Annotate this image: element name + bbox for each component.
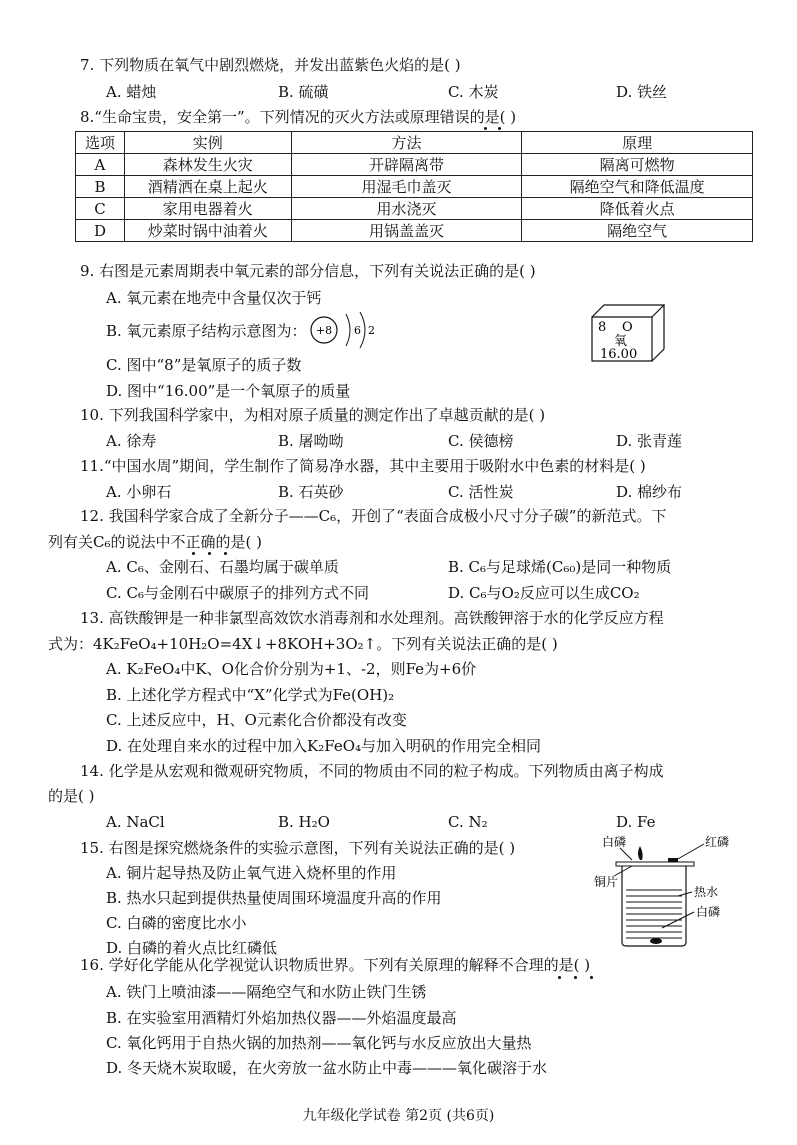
q11-option-a: A. 小卵石 <box>106 483 172 501</box>
emphasis-dot <box>192 552 195 555</box>
q13-option-d: D. 在处理自来水的过程中加入K₂FeO₄与加入明矾的作用完全相同 <box>106 737 542 755</box>
element-name: 氧 <box>614 334 628 349</box>
electron-shell-1 <box>346 314 350 346</box>
q16-stem: 16. 学好化学能从化学视觉认识物质世界。下列有关原理的解释不合理的是( ) <box>80 956 591 974</box>
q10-option-b: B. 屠呦呦 <box>278 432 344 450</box>
table-cell: 用湿毛巾盖灭 <box>291 176 522 198</box>
emphasis-dot <box>498 127 501 130</box>
q9-option-a: A. 氧元素在地壳中含量仅次于钙 <box>106 289 322 307</box>
table-header: 原理 <box>522 132 753 154</box>
q10-option-d: D. 张青莲 <box>616 432 683 450</box>
q8-table <box>75 131 753 242</box>
atomic-mass: 16.00 <box>600 347 638 362</box>
q12-option-b: B. C₆与足球烯(C₆₀)是同一种物质 <box>448 558 672 576</box>
q11-option-c: C. 活性炭 <box>448 483 514 501</box>
table-cell: D <box>76 220 125 242</box>
q11-stem: 11.“中国水周”期间，学生制作了简易净水器，其中主要用于吸附水中色素的材料是( ) <box>80 457 646 475</box>
shell-2-electrons: 2 <box>368 324 375 337</box>
q10-option-a: A. 徐寿 <box>106 432 157 450</box>
table-cell: 降低着火点 <box>522 198 753 220</box>
table-cell: C <box>76 198 125 220</box>
red-phosphorus-label: 红磷 <box>705 835 730 849</box>
q14-stem-line2: 的是( ) <box>48 787 95 805</box>
q13-stem-line2: 式为：4K₂FeO₄+10H₂O=4X↓+8KOH+3O₂↑。下列有关说法正确的是( ) <box>48 635 558 653</box>
table-cell: 用锅盖盖灭 <box>291 220 522 242</box>
white-phosphorus-water-label: 白磷 <box>696 905 721 919</box>
emphasis-dot <box>224 552 227 555</box>
table-cell: 开辟隔离带 <box>291 154 522 176</box>
pointer-line <box>676 844 704 860</box>
table-cell: 酒精洒在桌上起火 <box>124 176 291 198</box>
q15-option-b: B. 热水只起到提供热量使周围环境温度升高的作用 <box>106 889 442 907</box>
table-cell: 家用电器着火 <box>124 198 291 220</box>
pointer-line <box>614 866 632 876</box>
element-symbol: O <box>622 320 633 335</box>
q11-option-d: D. 棉纱布 <box>616 483 683 501</box>
q7-stem: 7. 下列物质在氧气中剧烈燃烧，并发出蓝紫色火焰的是( ) <box>80 56 461 74</box>
q12-stem-line2: 列有关C₆的说法中不正确的是( ) <box>48 533 262 551</box>
beaker <box>622 866 686 946</box>
q14-option-b: B. H₂O <box>278 813 330 831</box>
combustion-experiment-diagram <box>580 830 760 950</box>
q9-option-d: D. 图中“16.00”是一个氧原子的质量 <box>106 382 351 400</box>
q14-option-a: A. NaCl <box>106 813 165 831</box>
q9-option-b: B. 氧元素原子结构示意图为： <box>106 322 307 340</box>
table-row <box>76 198 753 220</box>
q9-stem: 9. 右图是元素周期表中氧元素的部分信息，下列有关说法正确的是( ) <box>80 262 536 280</box>
atomic-number: 8 <box>598 320 607 335</box>
q11-option-b: B. 石英砂 <box>278 483 344 501</box>
table-row <box>76 176 753 198</box>
periodic-table-cell <box>590 303 670 363</box>
emphasis-dot <box>558 976 561 979</box>
q12-option-c: C. C₆与金刚石中碳原子的排列方式不同 <box>106 584 369 602</box>
white-phosphorus-underwater <box>650 938 662 944</box>
hot-water-fill <box>626 890 682 938</box>
table-cell: B <box>76 176 125 198</box>
table-header: 实例 <box>124 132 291 154</box>
table-cell: 用水浇灭 <box>291 198 522 220</box>
q15-option-a: A. 铜片起导热及防止氧气进入烧杯里的作用 <box>106 864 397 882</box>
q15-option-c: C. 白磷的密度比水小 <box>106 914 247 932</box>
q10-stem: 10. 下列我国科学家中，为相对原子质量的测定作出了卓越贡献的是( ) <box>80 406 546 424</box>
shell-1-electrons: 6 <box>354 324 361 337</box>
q16-option-a: A. 铁门上喷油漆——隔绝空气和水防止铁门生锈 <box>106 983 427 1001</box>
table-cell: 隔离可燃物 <box>522 154 753 176</box>
q13-option-a: A. K₂FeO₄中K、O化合价分别为+1、-2，则Fe为+6价 <box>106 660 477 678</box>
pointer-line <box>678 892 692 896</box>
q16-option-d: D. 冬天烧木炭取暖，在火旁放一盆水防止中毒———氧化碳溶于水 <box>106 1059 548 1077</box>
q13-option-c: C. 上述反应中，H、O元素化合价都没有改变 <box>106 711 407 729</box>
q16-option-b: B. 在实验室用酒精灯外焰加热仪器——外焰温度最高 <box>106 1009 457 1027</box>
emphasis-dot <box>590 976 593 979</box>
q14-stem-line1: 14. 化学是从宏观和微观研究物质，不同的物质由不同的粒子构成。下列物质由离子构成 <box>80 762 664 780</box>
table-cell: 森林发生火灾 <box>124 154 291 176</box>
copper-sheet <box>616 862 694 866</box>
q14-option-c: C. N₂ <box>448 813 488 831</box>
emphasis-dot <box>574 976 577 979</box>
q15-option-d: D. 白磷的着火点比红磷低 <box>106 939 278 957</box>
q12-option-a: A. C₆、金刚石、石墨均属于碳单质 <box>106 558 339 576</box>
copper-sheet-label: 铜片 <box>594 875 619 889</box>
emphasis-dot <box>484 127 487 130</box>
table-cell: A <box>76 154 125 176</box>
q9-option-c: C. 图中“8”是氧原子的质子数 <box>106 356 302 374</box>
page-footer: 九年级化学试卷 第2页 (共6页) <box>302 1108 495 1124</box>
q10-option-c: C. 侯德榜 <box>448 432 514 450</box>
table-header: 方法 <box>291 132 522 154</box>
hot-water-label: 热水 <box>694 885 719 899</box>
q7-option-b: B. 硫磺 <box>278 83 329 101</box>
emphasis-dot <box>208 552 211 555</box>
q8-stem: 8.“生命宝贵，安全第一”。下列情况的灭火方法或原理错误的是( ) <box>80 108 517 126</box>
q15-stem: 15. 右图是探究燃烧条件的实验示意图，下列有关说法正确的是( ) <box>80 839 516 857</box>
q13-option-b: B. 上述化学方程式中“X”化学式为Fe(OH)₂ <box>106 686 395 704</box>
q14-option-d: D. Fe <box>616 813 656 831</box>
table-cell: 炒菜时锅中油着火 <box>124 220 291 242</box>
cell-side <box>652 305 664 361</box>
atomic-structure-diagram <box>306 308 386 352</box>
table-row <box>76 154 753 176</box>
q13-stem-line1: 13. 高铁酸钾是一种非氯型高效饮水消毒剂和水处理剂。高铁酸钾溶于水的化学反应方程 <box>80 609 664 627</box>
pointer-line <box>620 848 632 860</box>
table-header-row <box>76 132 753 154</box>
table-row <box>76 220 753 242</box>
q12-option-d: D. C₆与O₂反应可以生成CO₂ <box>448 584 640 602</box>
nucleus-charge: +8 <box>315 324 333 337</box>
q16-option-c: C. 氧化钙用于自热火锅的加热剂——氧化钙与水反应放出大量热 <box>106 1034 532 1052</box>
q12-stem-line1: 12. 我国科学家合成了全新分子——C₆，开创了“表面合成极小尺寸分子碳”的新范式。下 <box>80 507 667 525</box>
q7-option-a: A. 蜡烛 <box>106 83 157 101</box>
q7-option-d: D. 铁丝 <box>616 83 668 101</box>
white-phosphorus-label: 白磷 <box>602 835 627 849</box>
q7-option-c: C. 木炭 <box>448 83 499 101</box>
table-header: 选项 <box>76 132 125 154</box>
red-phosphorus-pile <box>668 858 678 862</box>
table-cell: 隔绝空气 <box>522 220 753 242</box>
table-cell: 隔绝空气和降低温度 <box>522 176 753 198</box>
flame-icon <box>638 846 643 860</box>
cell-top <box>592 305 664 317</box>
